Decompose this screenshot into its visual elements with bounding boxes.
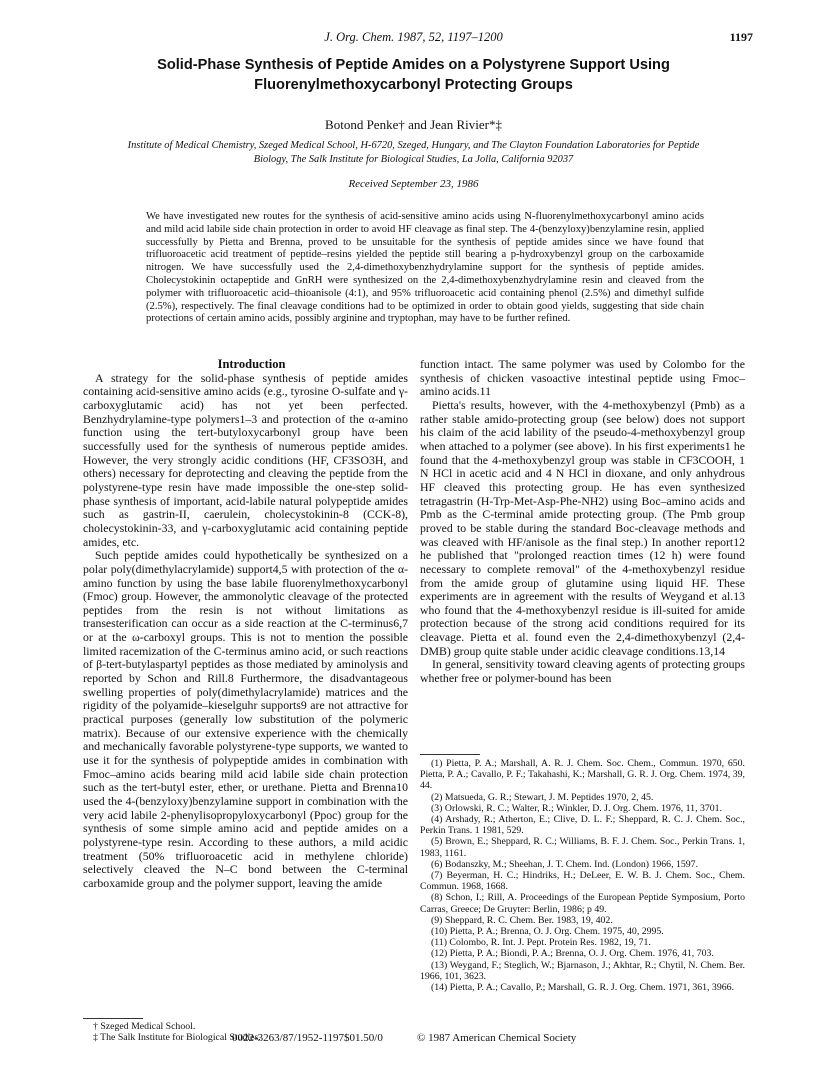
page-number: 1197 (729, 30, 753, 44)
reference-item: (3) Orlowski, R. C.; Walter, R.; Winkler, D. J. Org. Chem. 1976, 11, 3701. (431, 802, 723, 814)
reference-item: (9) Sheppard, R. C. Chem. Ber. 1983, 19, 402. (431, 914, 613, 926)
section-heading-introduction: Introduction (217, 357, 286, 371)
abstract: We have investigated new routes for the synthesis of acid-sensitive amino acids using N-fluorenylmethoxycarbonyl amino acids and mild acid labile side chain protection in order to avoid HF cleavage as final step. The 4-(benzyloxy)benzylamine resin, applied successfully by Pietta and Brenna, proved to be unsuitable for the synthesis of peptide amides since we have found that trifluoroacetic acid treatment of peptide–resins yielded the peptide still bearing a p-hydroxybenzyl group on the carboxamide nitrogen. We have successfully used the 2,4-dimethoxybenzhydrylamine support for the synthesis of peptide amides. Cholecystokinin octapeptide and GnRH were synthesized on the 2,4-dimethoxybenzhydrylamine resin and cleaved from the polymer with trifluoroacetic acid–thioanisole (4:1), and 95% trifluoroacetic acid containing phenol (2.5%) and dimethyl sulfide (2.5%), respectively. The final cleavage conditions had to be optimized in order to obtain good yields, suggesting that side chain protections of certain amino acids, possibly arginine and tryptophan, may have to be further refined. (146, 211, 704, 325)
body-paragraph: Pietta's results, however, with the 4-methoxybenzyl (Pmb) as a rather stable amido-protecting group (see below) does not support his claim of the acid lability of the pseudo-4-methoxybenzyl group when attached to a polymer (see above). In his first experiments1 he found that the 4-methoxybenzyl group was stable in CF3COOH, 1 N HCl in acetic acid and 4 N HCl in dioxane, and only anhydrous HF cleaved this protecting group. He has even synthesized tetragastrin (H-Trp-Met-Asp-Phe-NH2) using Boc–amino acids and Pmb as the C-terminal amide protecting group. (The Pmb group proved to be stable during the standard Boc-cleavage methods and was cleaved with HF/anisole as the final step.) In another report12 he published that "prolonged reaction times (12 h) were found necessary to complete removal" of the 4-methoxybenzyl residue from the amide group of glutamine using liquid HF. These experiments are in agreement with the results of Weygand et al.13 who found that the 4-methoxybenzyl residue is ill-suited for amide protection because of the strong acid conditions required for its cleavage. Pietta et al. found even the 2,4-dimethoxybenzyl (2,4-DMB) group quite stable under acidic cleavage conditions.13,14 (420, 397, 745, 658)
references-divider (420, 754, 480, 755)
reference-item: (6) Bodanszky, M.; Sheehan, J. T. Chem. Ind. (London) 1966, 1597. (431, 858, 699, 870)
reference-item: (8) Schon, I.; Rill, A. Proceedings of the European Peptide Symposium, Porto Carras, Greece; De Gruyter: Berlin, 1986; p 49. (420, 892, 745, 915)
article-code: 0022-3263/87/1952-1197$01.50/0 (232, 1032, 383, 1044)
left-column (83, 358, 408, 891)
reference-item: (7) Beyerman, H. C.; Hindriks, H.; DeLeer, E. W. B. J. Chem. Soc., Chem. Commun. 1968, 1668. (420, 870, 745, 893)
reference-item: (2) Matsueda, G. R.; Stewart, J. M. Peptides 1970, 2, 45. (431, 791, 654, 803)
right-column (420, 358, 745, 686)
reference-item: (1) Pietta, P. A.; Marshall, A. R. J. Chem. Soc. Chem., Commun. 1970, 650. Pietta, P. A.; Cavallo, P. F.; Takahashi, K.; Marshall, G. R. J. Org. Chem. 1974, 39, 44. (420, 758, 745, 792)
body-paragraph: function intact. The same polymer was used by Colombo for the synthesis of chicken vasoactive intestinal peptide using Fmoc–amino acids.11 (420, 357, 745, 399)
reference-item: (14) Pietta, P. A.; Cavallo, P.; Marshall, G. R. J. Org. Chem. 1971, 361, 3966. (431, 982, 734, 994)
received-date: Received September 23, 1986 (348, 178, 479, 190)
footnote-divider (83, 1018, 143, 1019)
page-footer (0, 1032, 827, 1046)
body-paragraph: Such peptide amides could hypothetically be synthesized on a polar poly(dimethylacrylamide) support4,5 with protection of the α-amino function by using the base labile fluorenylmethoxycarbonyl (Fmoc) group. However, the ammonolytic cleavage of the protected peptides from the resin is not without limitations as transesterification can occur as a side reaction at the C-terminus6,7 or at the ω-carboxyl groups. This is not to mention the possible limited racemization of the C-terminus amino acid, or such reactions of β-tert-butylaspartyl peptides as those mediated by aminolysis and reported by Schon and Rill.8 Furthermore, the disadvantageous swelling properties of poly(dimethylacrylamide) matrices and the rigidity of the polyamide–kieselguhr supports9 are not attractive for practical purposes (generally low substitution of the polymeric matrix). Because of our extensive experience with the chemically and mechanically favorable polystyrene-type supports, we wanted to use it for the synthesis of polypeptide amides in combination with Fmoc–amino acids bearing mild acid labile side chain protection such as the tert-butyl ester, ether, or urethane. Pietta and Brenna10 used the 4-(benzyloxy)benzylamine support in combination with the very acid labile 2-phenylisopropyloxycarbonyl (Ppoc) group for the synthesis of some simple amino acid and peptide amides on a polystyrene-type resin. According to these authors, a mild acidic treatment (50% trifluoroacetic acid in methylene chloride) selectively cleaved the N–C bond between the C-terminal carboxamide group and the polymer support, leaving the amide (83, 548, 408, 890)
references-list (420, 758, 745, 993)
copyright-notice: © 1987 American Chemical Society (417, 1032, 577, 1044)
footnote: † Szeged Medical School. (93, 1021, 196, 1032)
running-header (0, 30, 827, 46)
reference-item: (13) Weygand, F.; Steglich, W.; Bjarnason, J.; Akhtar, R.; Chytil, N. Chem. Ber. 1966, 101, 3623. (420, 959, 745, 982)
body-paragraph: In general, sensitivity toward cleaving agents of protecting groups whether free or polymer-bound has been (420, 657, 745, 686)
article-title: Solid-Phase Synthesis of Peptide Amides on a Polystyrene Support Using Fluorenylmethoxycarbonyl Protecting Groups (157, 57, 670, 93)
reference-item: (12) Pietta, P. A.; Biondi, P. A.; Brenna, O. J. Org. Chem. 1976, 41, 703. (431, 948, 714, 960)
footnote: ‡ The Salk Institute for Biological Studies. (93, 1032, 261, 1044)
reference-item: (10) Pietta, P. A.; Brenna, O. J. Org. Chem. 1975, 40, 2995. (431, 926, 664, 938)
journal-reference: J. Org. Chem. 1987, 52, 1197–1200 (324, 30, 503, 44)
body-paragraph: A strategy for the solid-phase synthesis of peptide amides containing acid-sensitive amino acids (e.g., tyrosine O-sulfate and γ-carboxyglutamic acid) has not yet been perfected. Benzhydrylamine-type polymers1–3 and protection of the α-amino function using the tert-butyloxycarbonyl group have been successfully used for the synthesis of numerous peptide amides. However, the very strongly acidic conditions (HF, CF3SO3H, and others) necessary for deprotecting and cleaving the peptide from the polystyrene-type resin have made impossible the one-step solid-phase synthesis of important, acid-labile natural polypeptide amides such as gastrin-II, caerulein, cholecystokinin-8 (CCK-8), cholecystokinin-33, and γ-carboxyglutamic acid containing peptide amides, etc. (83, 370, 408, 549)
reference-item: (11) Colombo, R. Int. J. Pept. Protein Res. 1982, 19, 71. (431, 937, 651, 949)
reference-item: (5) Brown, E.; Sheppard, R. C.; Williams, B. F. J. Chem. Soc., Perkin Trans. 1, 1983, 1161. (420, 836, 745, 859)
author-affiliation: Institute of Medical Chemistry, Szeged Medical School, H-6720, Szeged, Hungary, and The Clayton Foundation Laboratories for Peptide Biology, The Salk Institute for Biological Studies, La Jolla, California 92037 (127, 140, 700, 165)
article-authors: Botond Penke† and Jean Rivier*‡ (325, 117, 502, 132)
reference-item: (4) Arshady, R.; Atherton, E.; Clive, D. L. F.; Sheppard, R. C. J. Chem. Soc., Perkin Trans. 1 1981, 529. (420, 814, 745, 837)
